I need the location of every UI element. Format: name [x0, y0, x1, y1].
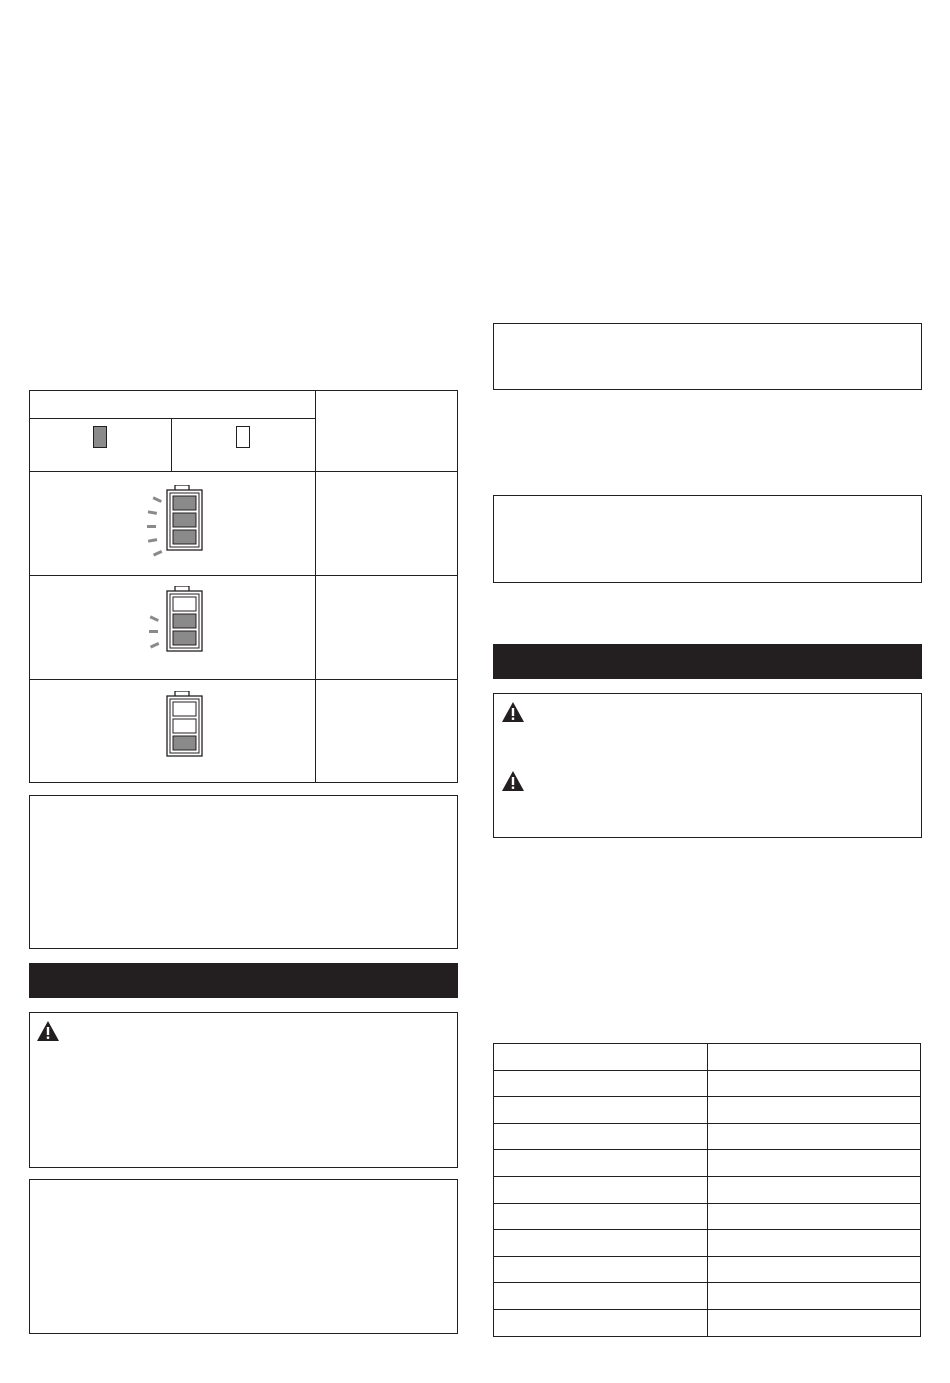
table-row: [494, 1309, 921, 1336]
spec-value: [708, 1150, 921, 1177]
note-box: [29, 795, 458, 949]
spec-name: [494, 1176, 708, 1203]
spec-value: [708, 1176, 921, 1203]
indicator-lit-icon: [93, 426, 107, 448]
spec-value: [708, 1230, 921, 1257]
warning-box: [29, 1012, 458, 1168]
table-row: [494, 1176, 921, 1203]
note-box-right-2: [493, 495, 922, 583]
spec-name: [494, 1283, 708, 1310]
warning-box-right: [493, 693, 922, 838]
note-box-2: [29, 1179, 458, 1334]
table-row: [494, 1097, 921, 1124]
battery-indicator-table: [29, 390, 458, 783]
specifications-table: [493, 1043, 921, 1337]
warning-triangle-icon: [501, 701, 525, 723]
spec-name: [494, 1309, 708, 1336]
table-row: [494, 1150, 921, 1177]
table-row: [494, 1283, 921, 1310]
spec-name: [494, 1203, 708, 1230]
battery-3-of-3-blinking-icon: [142, 485, 204, 557]
spec-name: [494, 1123, 708, 1150]
table-row: [494, 1123, 921, 1150]
spec-name: [494, 1150, 708, 1177]
spec-name: [494, 1097, 708, 1124]
table-row: [494, 1256, 921, 1283]
indicator-off-icon: [236, 426, 250, 448]
spec-name: [494, 1070, 708, 1097]
note-box-right-1: [493, 323, 922, 390]
table-row: [494, 1230, 921, 1257]
section-title-bar-right: [493, 644, 922, 679]
spec-value: [708, 1123, 921, 1150]
spec-value: [708, 1203, 921, 1230]
spec-value: [708, 1309, 921, 1336]
spec-name: [494, 1230, 708, 1257]
spec-value: [708, 1256, 921, 1283]
spec-value: [708, 1044, 921, 1071]
warning-triangle-icon: [36, 1020, 60, 1042]
table-row: [494, 1203, 921, 1230]
warning-triangle-icon: [501, 770, 525, 792]
table-row: [494, 1070, 921, 1097]
spec-value: [708, 1097, 921, 1124]
table-row: [494, 1044, 921, 1071]
battery-2-of-3-blinking-icon: [142, 586, 204, 658]
spec-value: [708, 1283, 921, 1310]
spec-name: [494, 1044, 708, 1071]
section-title-bar: [29, 963, 458, 998]
spec-value: [708, 1070, 921, 1097]
battery-1-of-3-icon: [142, 691, 204, 763]
spec-name: [494, 1256, 708, 1283]
